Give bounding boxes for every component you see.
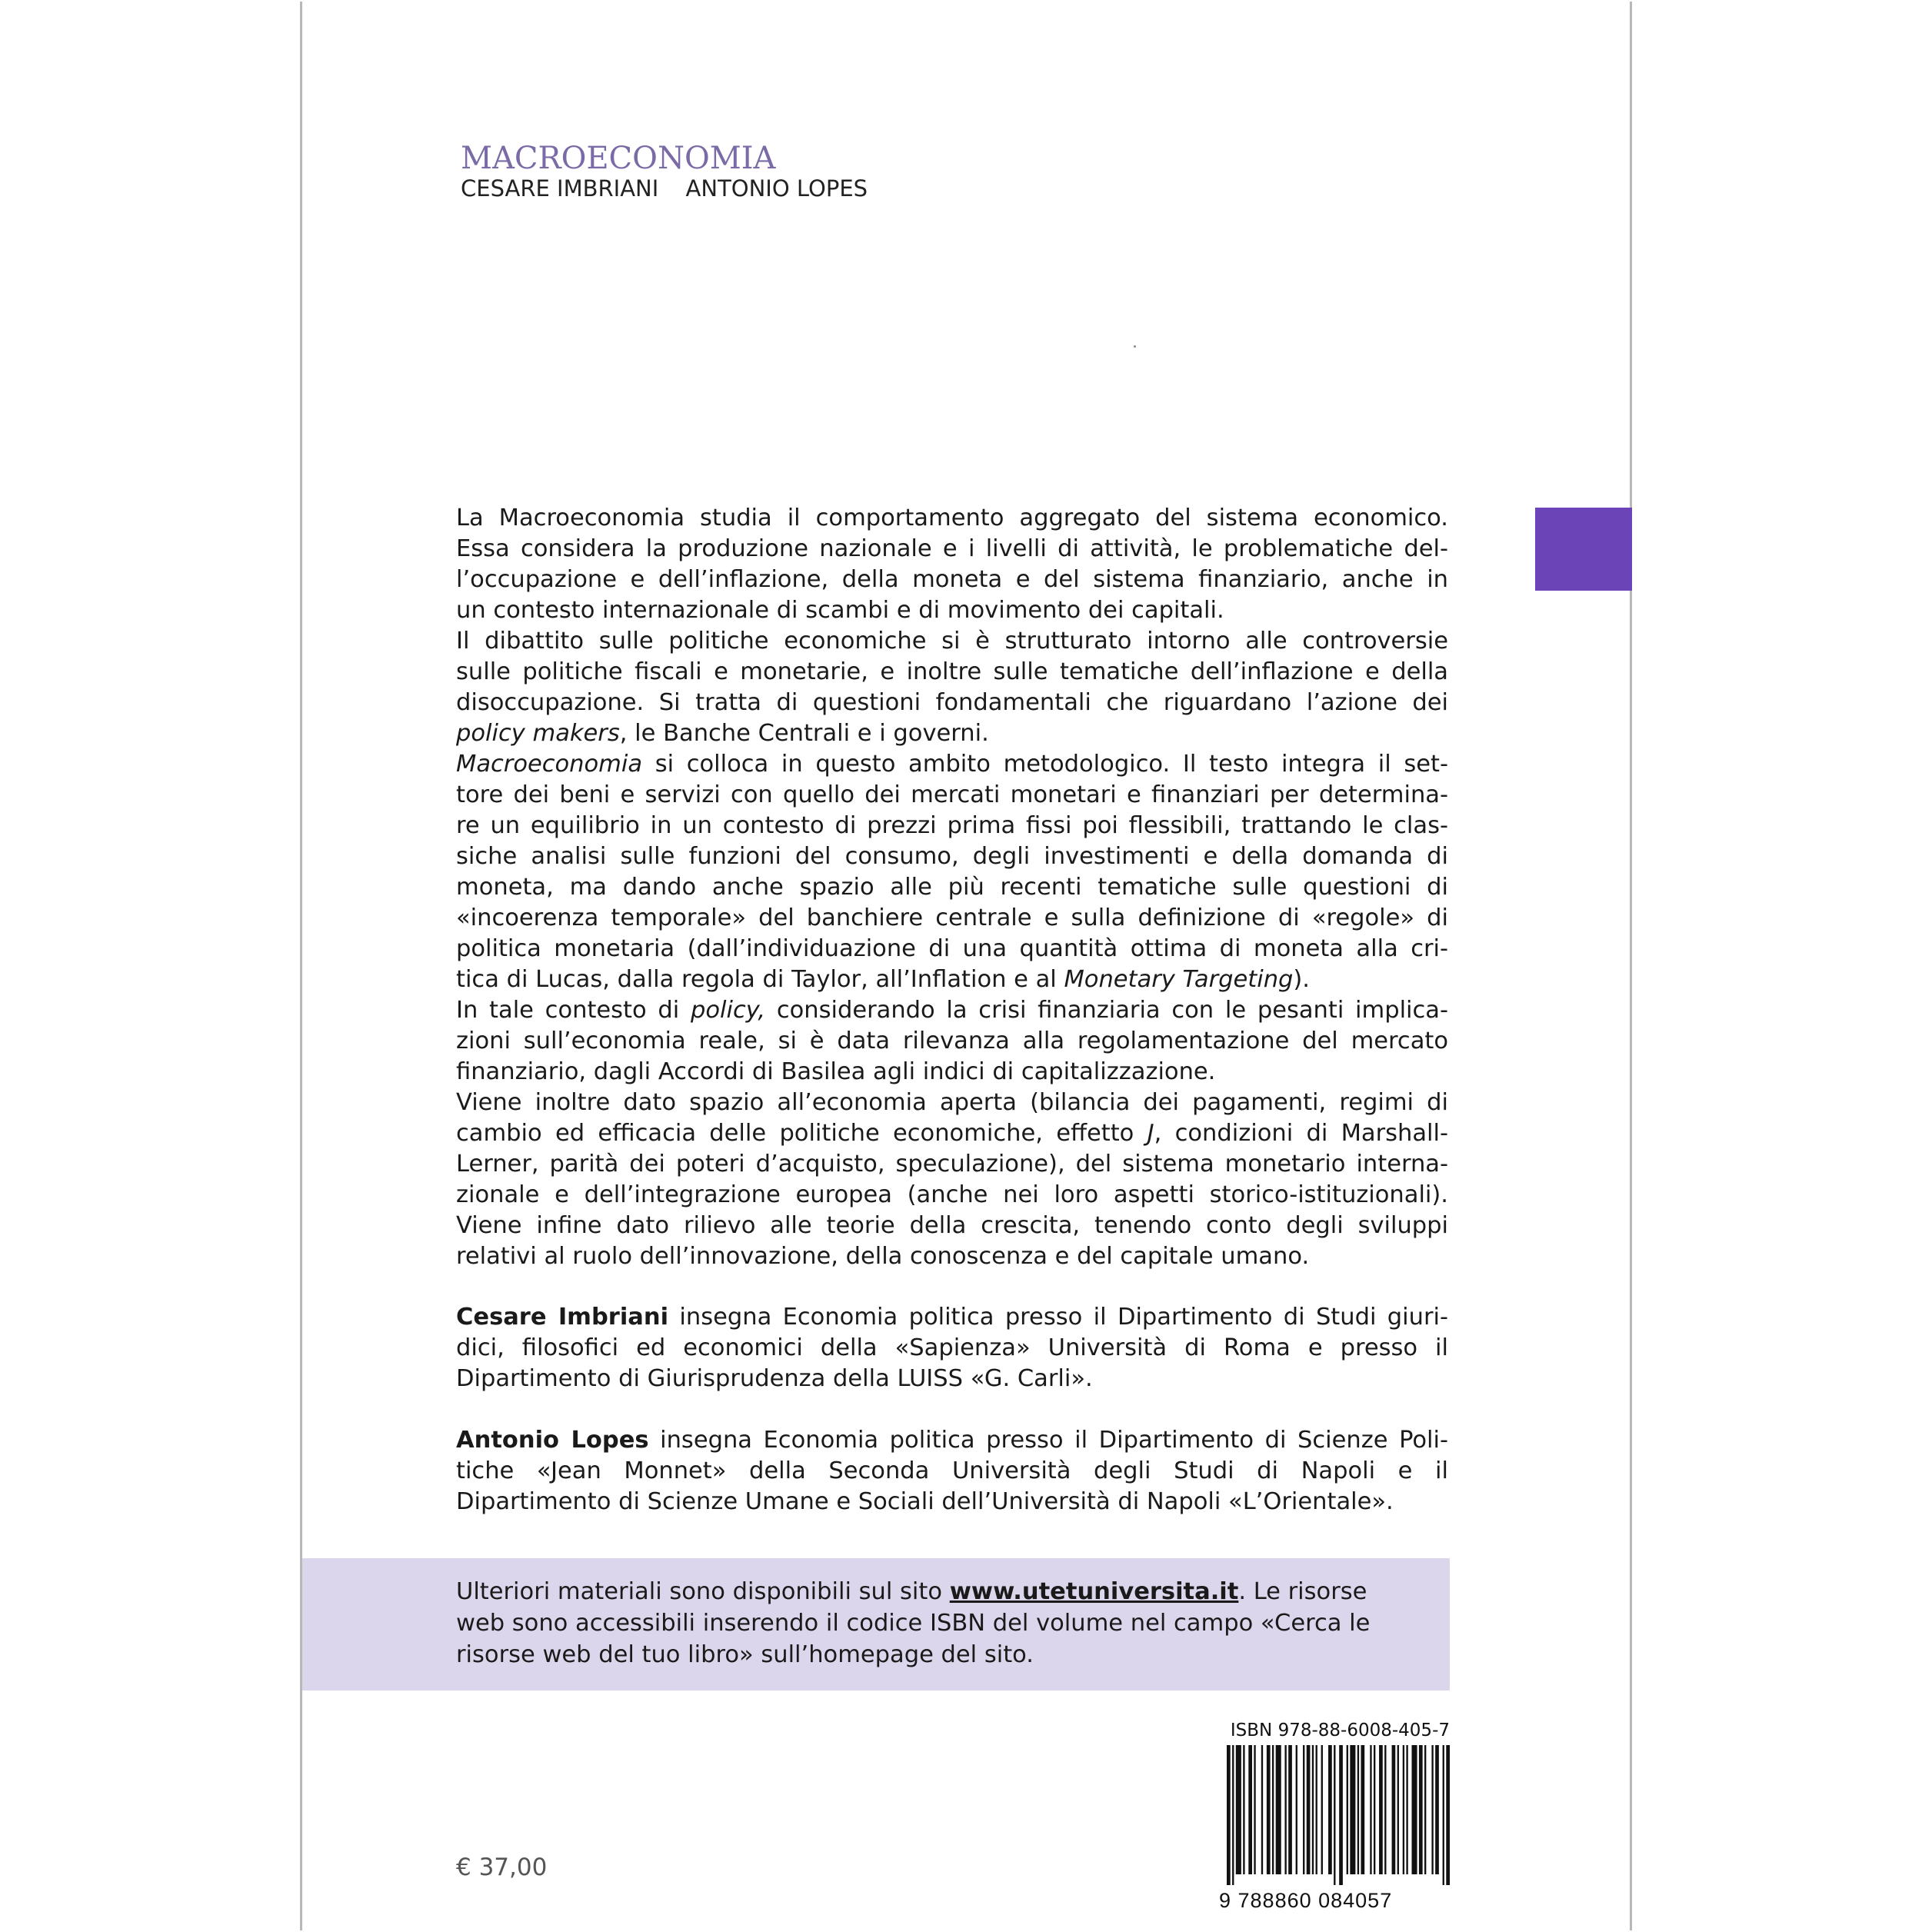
description-line: In tale contesto di policy, considerando la crisi finanziaria con le pesanti implica- [456, 997, 1448, 1024]
description-line: sulle politiche fiscali e monetarie, e inoltre sulle tematiche dell’inflazione e della [456, 658, 1448, 685]
barcode-bar [1312, 1745, 1314, 1874]
description-line: moneta, ma dando anche spazio alle più recenti tematiche sulle questioni di [456, 874, 1448, 901]
barcode-bar [1276, 1745, 1281, 1874]
description-line: Viene inoltre dato spazio all’economia aperta (bilancia dei pagamenti, regimi di [456, 1089, 1448, 1116]
barcode-bar [1397, 1745, 1399, 1874]
description-line: Viene infine dato rilievo alle teorie della crescita, tenendo conto degli sviluppi [456, 1212, 1448, 1239]
barcode-bar [1406, 1745, 1407, 1874]
barcode-bar [1361, 1745, 1364, 1874]
web-text-part: Ulteriori materiali sono disponibili sul sito [456, 1578, 950, 1605]
description-line: «incoerenza temporale» del banchiere centrale e sulla definizione di «regole» di [456, 904, 1448, 931]
back-cover [300, 2, 1632, 1930]
barcode-bar [1374, 1745, 1375, 1874]
barcode-bar [1443, 1745, 1444, 1885]
price: € 37,00 [456, 1854, 548, 1881]
description-line: Lerner, parità dei poteri d’acquisto, speculazione), del sistema monetario interna- [456, 1151, 1448, 1178]
description-line: re un equilibrio in un contesto di prezzi prima fissi poi flessibili, trattando le clas- [456, 812, 1448, 839]
speck [1134, 345, 1136, 348]
description-line: relativi al ruolo dell’innovazione, della conoscenza e del capitale umano. [456, 1243, 1310, 1270]
color-tab [1535, 508, 1632, 591]
bio-line: Dipartimento di Giurisprudenza della LUISS «G. Carli». [456, 1365, 1093, 1392]
barcode-bar [1328, 1745, 1332, 1874]
authors [461, 175, 888, 202]
barcode-bar [1284, 1745, 1286, 1874]
author-name: CESARE IMBRIANI [461, 175, 659, 202]
description-line: finanziario, dagli Accordi di Basilea agli indici di capitalizzazione. [456, 1058, 1216, 1085]
barcode-bar [1347, 1745, 1348, 1874]
barcode-bar [1261, 1745, 1263, 1874]
description-line: siche analisi sulle funzioni del consumo, degli investimenti e della domanda di [456, 843, 1448, 870]
barcode-bar [1379, 1745, 1383, 1874]
barcode-bar [1431, 1745, 1433, 1874]
description-line: policy makers, le Banche Centrali e i governi. [456, 720, 989, 747]
barcode-bar [1350, 1745, 1355, 1874]
description-line: Il dibattito sulle politiche economiche si è strutturato intorno alle controversie [456, 628, 1448, 655]
barcode-bar [1392, 1745, 1396, 1874]
barcode-bar [1403, 1745, 1404, 1874]
author-name: ANTONIO LOPES [685, 175, 868, 202]
bio-lopes [456, 1425, 1448, 1517]
barcode-bar [1267, 1745, 1271, 1874]
barcode-bar [1357, 1745, 1359, 1874]
barcode-bar [1316, 1745, 1317, 1874]
description-line: tore dei beni e servizi con quello dei mercati monetari e finanziari per determina- [456, 781, 1448, 808]
barcode-bar [1296, 1745, 1297, 1874]
bio-author-name: Antonio Lopes [456, 1427, 649, 1454]
description-line: l’occupazione e dell’inflazione, della moneta e del sistema finanziario, anche in [456, 566, 1448, 593]
web-line: web sono accessibili inserendo il codice ISBN del volume nel campo «Cerca le [456, 1610, 1371, 1637]
description-line: zioni sull’economia reale, si è data rilevanza alla regolamentazione del mercato [456, 1028, 1448, 1054]
description-line: La Macroeconomia studia il comportamento aggregato del sistema economico. [456, 505, 1448, 531]
bio-text: insegna Economia politica presso il Dipartimento di Studi giuri- [668, 1304, 1448, 1331]
bio-text: insegna Economia politica presso il Dipartimento di Scienze Poli- [648, 1427, 1449, 1454]
description-line: un contesto internazionale di scambi e di movimento dei capitali. [456, 597, 1224, 624]
website-link[interactable]: www.utetuniversita.it [949, 1578, 1239, 1605]
bio-line: Dipartimento di Scienze Umane e Sociali dell’Università di Napoli «L’Orientale». [456, 1488, 1394, 1515]
barcode-bar [1424, 1745, 1426, 1874]
barcode-bar [1254, 1745, 1255, 1874]
description-line: disoccupazione. Si tratta di questioni fondamentali che riguardano l’azione dei [456, 689, 1448, 716]
web-resources-text [456, 1576, 1425, 1671]
book-title: MACROECONOMIA [461, 141, 776, 176]
barcode-bar [1232, 1745, 1234, 1885]
barcode-bar [1243, 1745, 1244, 1874]
barcode-bar [1446, 1745, 1450, 1885]
description-line: cambio ed efficacia delle politiche economiche, effetto J, condizioni di Marshall- [456, 1120, 1448, 1147]
barcode-bar [1248, 1745, 1252, 1874]
bio-line: tiche «Jean Monnet» della Seconda Università degli Studi di Napoli e il [456, 1457, 1448, 1484]
bio-line: dici, filosofici ed economici della «Sapienza» Università di Roma e presso il [456, 1334, 1448, 1361]
barcode-bar [1384, 1745, 1386, 1874]
isbn-label: ISBN 978-88-6008-405-7 [1230, 1720, 1450, 1740]
description-line: zionale e dell’integrazione europea (anche nei loro aspetti storico-istituzionali). [456, 1181, 1448, 1208]
barcode-bar [1334, 1745, 1335, 1885]
barcode-bar [1339, 1745, 1343, 1885]
barcode-bar [1419, 1745, 1423, 1874]
description-line: Macroeconomia si colloca in questo ambito metodologico. Il testo integra il set- [456, 751, 1448, 778]
bio-author-name: Cesare Imbriani [456, 1304, 669, 1331]
description-line: Essa considera la produzione nazionale e i livelli di attività, le problematiche del- [456, 535, 1448, 562]
barcode-bar [1272, 1745, 1274, 1874]
description-line: politica monetaria (dall’individuazione di una quantità ottima di moneta alla cri- [456, 935, 1448, 962]
barcode-bar [1307, 1745, 1311, 1874]
web-text-part: . Le risorse [1238, 1578, 1367, 1605]
barcode [1227, 1745, 1450, 1885]
barcode-bar [1288, 1745, 1292, 1874]
barcode-bar [1227, 1745, 1231, 1885]
barcode-bar [1411, 1745, 1417, 1874]
barcode-bar [1321, 1745, 1323, 1874]
barcode-bar [1303, 1745, 1304, 1874]
barcode-bar [1435, 1745, 1439, 1874]
bio-imbriani [456, 1302, 1448, 1394]
description [456, 503, 1448, 1272]
barcode-bar [1370, 1745, 1371, 1874]
web-line: risorse web del tuo libro» sull’homepage del sito. [456, 1641, 1034, 1668]
barcode-bar [1236, 1745, 1241, 1874]
barcode-digits: 9 788860 084057 [1219, 1889, 1393, 1912]
description-line: tica di Lucas, dalla regola di Taylor, all’Inflation e al Monetary Targeting). [456, 966, 1310, 993]
